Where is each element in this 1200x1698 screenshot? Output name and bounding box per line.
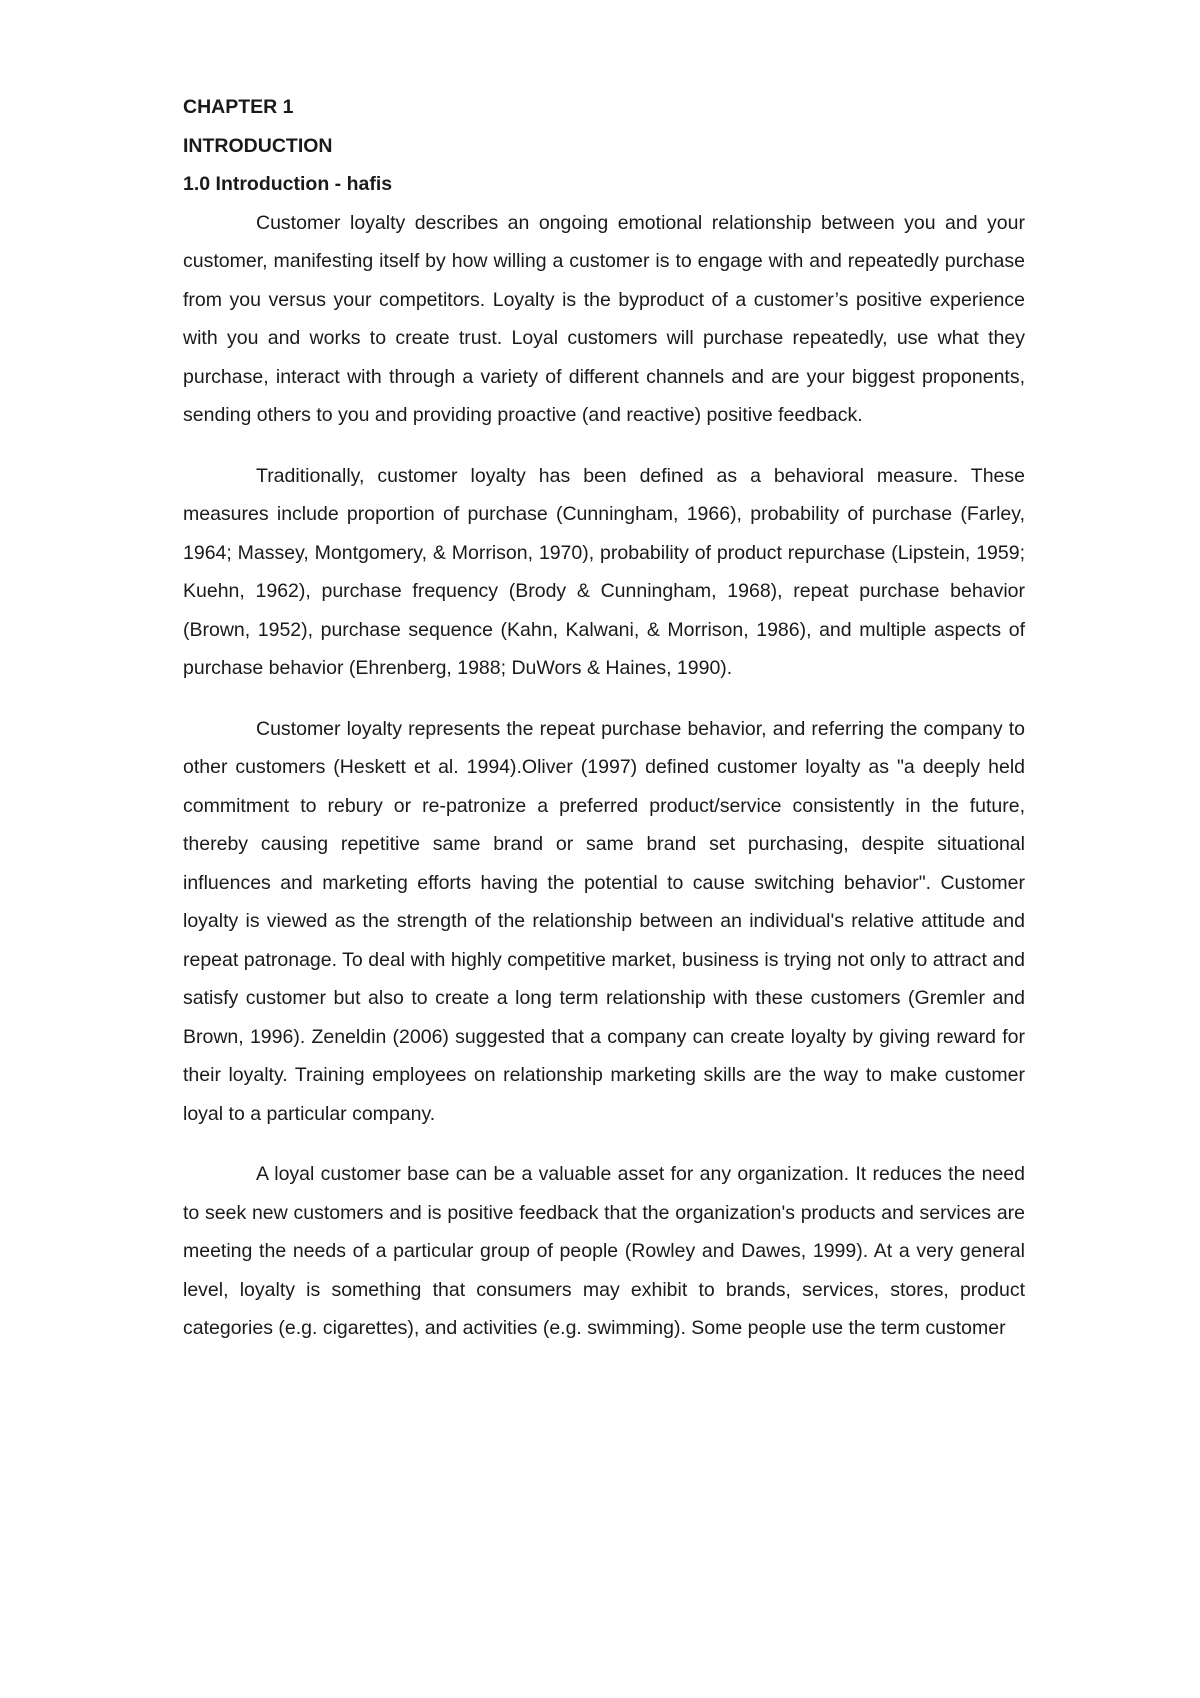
body-paragraph-1: Customer loyalty describes an ongoing emotional relationship between you and your customer, manifesting itself by how willing a customer is to engage with and repeatedly purchase from you versus your competitors. Loyalty is the byproduct of a customer’s positive experience with you and works to create trust. Loyal customers will purchase repeatedly, use what they purchase, interact with through a variety of different channels and are your biggest proponents, sending others to you and providing proactive (and reactive) positive feedback. xyxy=(183,211,1025,426)
page-content xyxy=(183,88,1025,1370)
section-heading: 1.0 Introduction - hafis xyxy=(183,173,393,195)
chapter-label: CHAPTER 1 xyxy=(183,96,294,118)
body-paragraph-4: A loyal customer base can be a valuable asset for any organization. It reduces the need to seek new customers and is positive feedback that the organization's products and services are meeting the needs of a particular group of people (Rowley and Dawes, 1999). At a very general level, loyalty is something that consumers may exhibit to brands, services, stores, product categories (e.g. cigarettes), and activities (e.g. swimming). Some people use the term customer xyxy=(183,1163,1025,1339)
body-paragraph-2: Traditionally, customer loyalty has been defined as a behavioral measure. These measures include proportion of purchase (Cunningham, 1966), probability of purchase (Farley, 1964; Massey, Montgomery, & Morrison, 1970), probability of product repurchase (Lipstein, 1959; Kuehn, 1962), purchase frequency (Brody & Cunningham, 1968), repeat purchase behavior (Brown, 1952), purchase sequence (Kahn, Kalwani, & Morrison, 1986), and multiple aspects of purchase behavior (Ehrenberg, 1988; DuWors & Haines, 1990). xyxy=(183,464,1025,679)
chapter-title: INTRODUCTION xyxy=(183,134,333,157)
body-paragraph-3: Customer loyalty represents the repeat purchase behavior, and referring the company to other customers (Heskett et al. 1994).Oliver (1997) defined customer loyalty as "a deeply held commitment to rebury or re-patronize a preferred product/service consistently in the future, thereby causing repetitive same brand or same brand set purchasing, despite situational influences and marketing efforts having the potential to cause switching behavior". Customer loyalty is viewed as the strength of the relationship between an individual's relative attitude and repeat patronage. To deal with highly competitive market, business is trying not only to attract and satisfy customer but also to create a long term relationship with these customers (Gremler and Brown, 1996). Zeneldin (2006) suggested that a company can create loyalty by giving reward for their loyalty. Training employees on relationship marketing skills are the way to make customer loyal to a particular company. xyxy=(183,717,1025,1125)
